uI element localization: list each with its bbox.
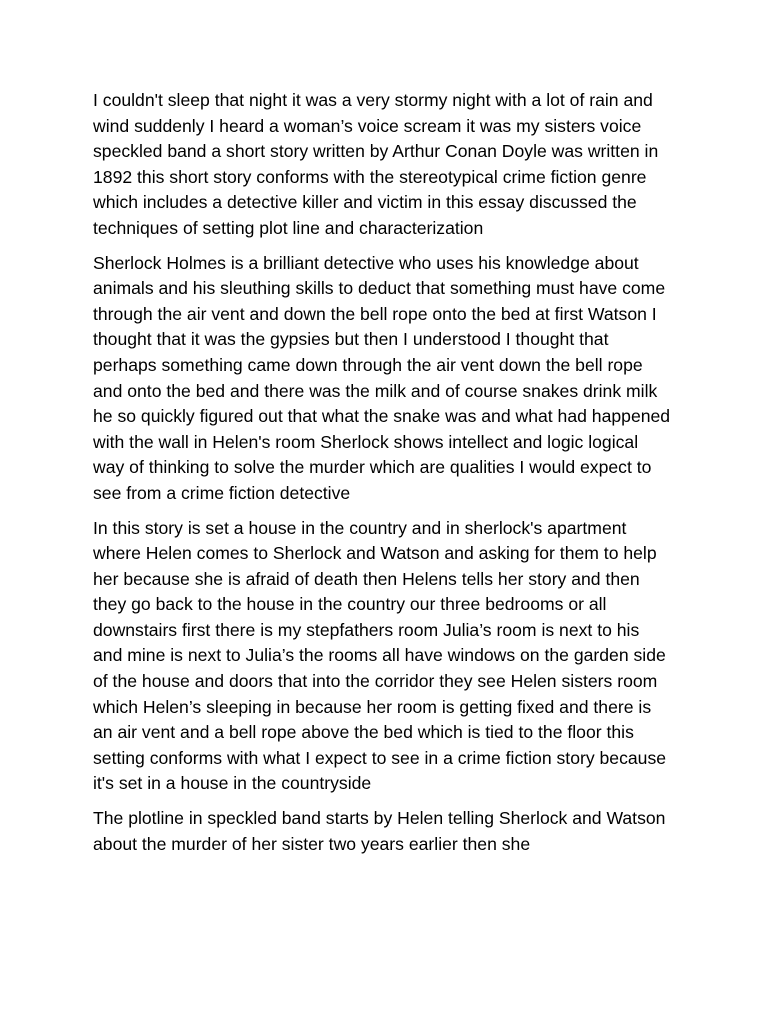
paragraph-characterization: Sherlock Holmes is a brilliant detective who uses his knowledge about animals and his sleuthing skills to deduct that something must have come through the air vent and down the bell rope onto the bed at first Watson I thought that it was the gypsies but then I understood I thought that perhaps something came down through the air vent down the bell rope and onto the bed and there was the milk and of course snakes drink milk he so quickly figured out that what the snake was and what had happened with the wall in Helen's room Sherlock shows intellect and logic logical way of thinking to solve the murder which are qualities I would expect to see from a crime fiction detective — [93, 252, 671, 503]
paragraph-setting: In this story is set a house in the country and in sherlock's apartment where Helen comes to Sherlock and Watson and asking for them to help her because she is afraid of death then Helens tells her story and then they go back to the house in the country our three bedrooms or all downstairs first there is my stepfathers room Julia’s room is next to his and mine is next to Julia’s the rooms all have windows on the garden side of the house and doors that into the corridor they see Helen sisters room which Helen’s sleeping in because her room is getting fixed and there is an air vent and a bell rope above the bed which is tied to the floor this setting conforms with what I expect to see in a crime fiction story because it's set in a house in the countryside — [93, 517, 667, 794]
paragraph-introduction: I couldn't sleep that night it was a very stormy night with a lot of rain and wind suddenly I heard a woman’s voice scream it was my sisters voice speckled band a short story written by Arthur Conan Doyle was written in 1892 this short story conforms with the stereotypical crime fiction genre which includes a detective killer and victim in this essay discussed the techniques of setting plot line and characterization — [93, 90, 659, 238]
paragraph-plotline: The plotline in speckled band starts by Helen telling Sherlock and Watson about the murder of her sister two years earlier then she — [93, 808, 666, 854]
essay-body — [93, 88, 673, 866]
